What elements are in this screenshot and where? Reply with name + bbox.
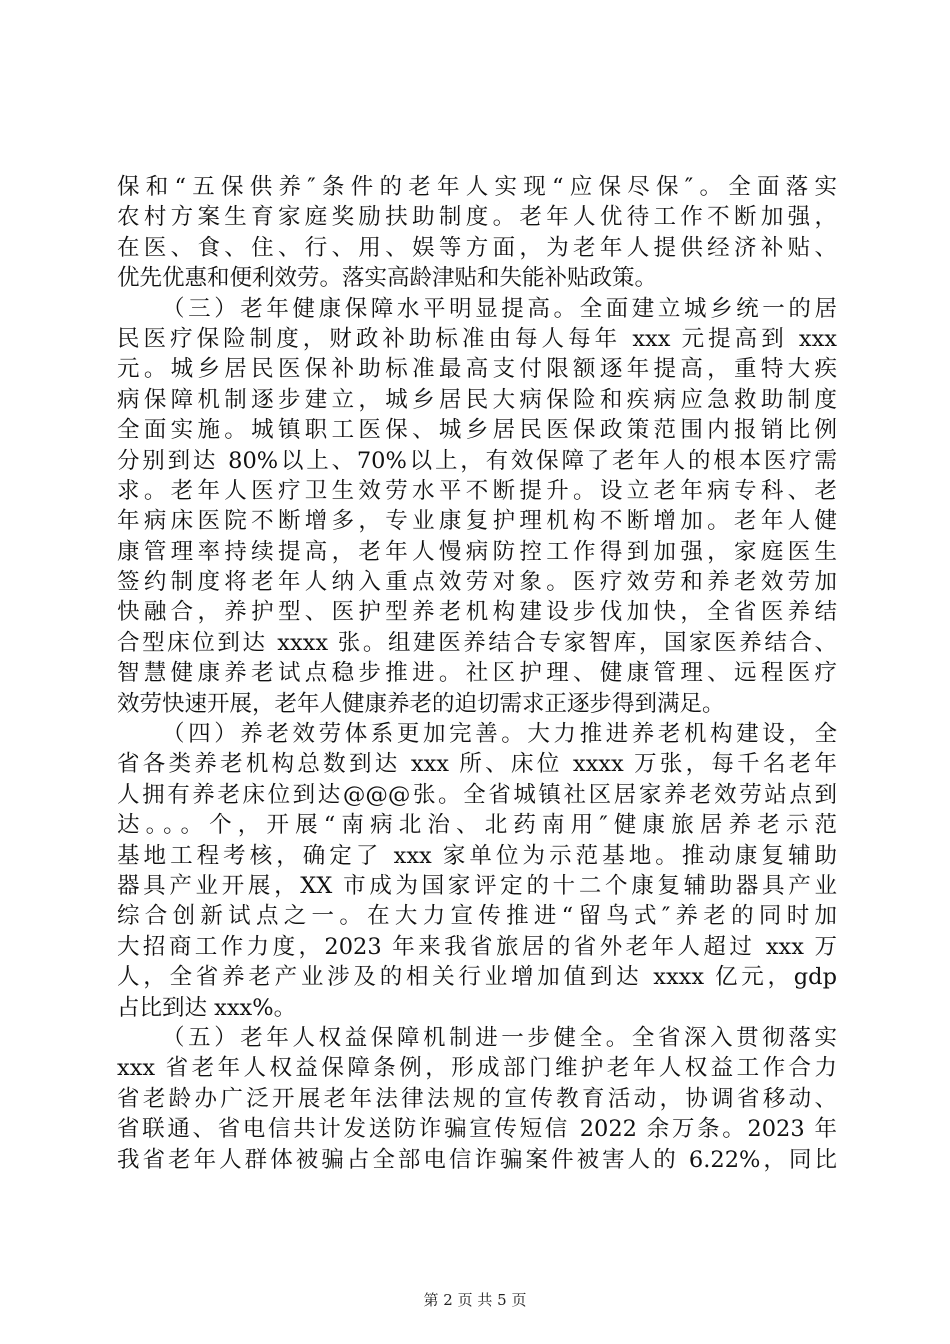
text-line: 分别到达 80%以上、70%以上，有效保障了老年人的根本医疗需: [117, 447, 837, 474]
text-line: 人拥有养老床位到达@@@张。全省城镇社区居家养老效劳站点到: [117, 781, 837, 808]
text-line: 智慧健康养老试点稳步推进。社区护理、健康管理、远程医疗: [117, 660, 837, 687]
text-line: 保和“五保供养″条件的老年人实现“应保尽保″。全面落实: [117, 174, 837, 200]
text-line: 民医疗保险制度，财政补助标准由每人每年 xxx 元提高到 xxx: [117, 325, 837, 352]
text-line: 大招商工作力度，2023 年来我省旅居的省外老年人超过 xxx 万: [117, 933, 837, 960]
text-line: 病保障机制逐步建立，城乡居民大病保险和疾病应急救助制度: [117, 386, 837, 413]
body-text: [117, 172, 837, 1175]
text-line: 年病床医院不断增多，专业康复护理机构不断增加。老年人健: [117, 508, 837, 535]
text-line: 合型床位到达 xxxx 张。组建医养结合专家智库，国家医养结合、: [117, 629, 837, 656]
text-line: 占比到达 xxx%。: [117, 994, 297, 1021]
text-line: 农村方案生育家庭奖励扶助制度。老年人优待工作不断加强，: [117, 204, 837, 231]
page-number-footer: 第 2 页 共 5 页: [423, 1291, 527, 1309]
text-line: 省各类养老机构总数到达 xxx 所、床位 xxxx 万张，每千名老年: [117, 751, 837, 778]
text-line: 在医、食、住、行、用、娱等方面，为老年人提供经济补贴、: [117, 234, 837, 261]
text-line: （五）老年人权益保障机制进一步健全。全省深入贯彻落实: [162, 1024, 837, 1051]
text-line: 求。老年人医疗卫生效劳水平不断提升。设立老年病专科、老: [117, 477, 837, 504]
text-line: 综合创新试点之一。在大力宣传推进“留鸟式″养老的同时加: [117, 903, 837, 930]
text-line: 康管理率持续提高，老年人慢病防控工作得到加强，家庭医生: [117, 538, 837, 565]
text-line: 元。城乡居民医保补助标准最高支付限额逐年提高，重特大疾: [117, 356, 837, 383]
text-line: 基地工程考核，确定了 xxx 家单位为示范基地。推动康复辅助: [117, 842, 837, 869]
text-line: xxx 省老年人权益保障条例，形成部门维护老年人权益工作合力: [117, 1055, 837, 1082]
text-line: 全面实施。城镇职工医保、城乡居民医保政策范围内报销比例: [117, 417, 837, 444]
text-line: 效劳快速开展，老年人健康养老的迫切需求正逐步得到满足。: [117, 690, 725, 717]
text-line: 签约制度将老年人纳入重点效劳对象。医疗效劳和养老效劳加: [117, 569, 837, 596]
text-line: 快融合，养护型、医护型养老机构建设步伐加快，全省医养结: [117, 599, 837, 626]
text-line: 达。。。个，开展“南病北治、北药南用″健康旅居养老示范: [117, 812, 837, 839]
text-line: 器具产业开展，XX 市成为国家评定的十二个康复辅助器具产业: [117, 872, 837, 899]
text-line: （四）养老效劳体系更加完善。大力推进养老机构建设，全: [162, 721, 837, 748]
text-line: 我省老年人群体被骗占全部电信诈骗案件被害人的 6.22%，同比: [117, 1146, 837, 1173]
text-line: 优先优惠和便利效劳。落实高龄津贴和失能补贴政策。: [117, 265, 658, 292]
text-line: 人，全省养老产业涉及的相关行业增加值到达 xxxx 亿元，gdp: [117, 964, 837, 991]
text-line: 省联通、省电信共计发送防诈骗宣传短信 2022 余万条。2023 年: [117, 1116, 837, 1143]
text-line: （三）老年健康保障水平明显提高。全面建立城乡统一的居: [162, 295, 837, 322]
text-line: 省老龄办广泛开展老年法律法规的宣传教育活动，协调省移动、: [117, 1085, 837, 1112]
